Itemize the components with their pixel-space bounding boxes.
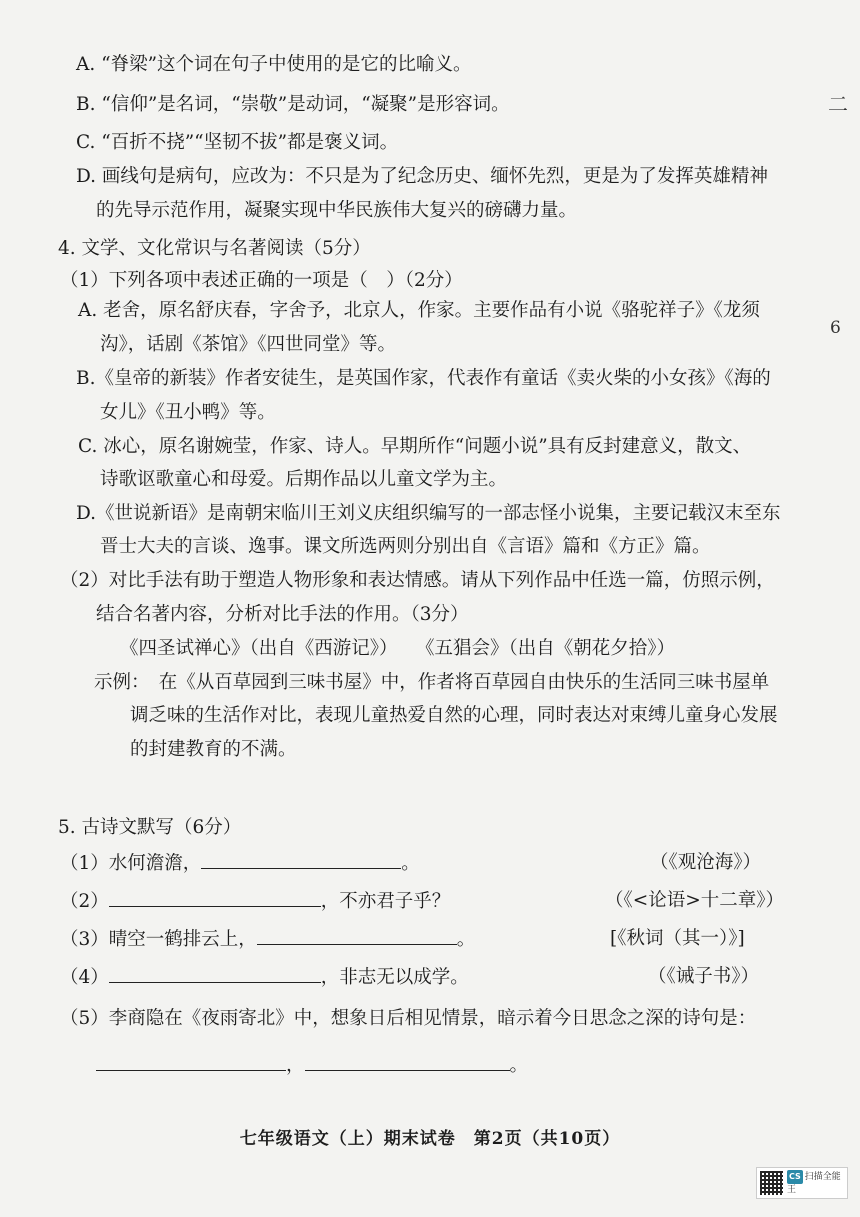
q3-option-c: C. “百折不挠”“坚韧不拔”都是褒义词。: [76, 132, 399, 153]
edge-mark-mid: 6: [830, 318, 841, 338]
q4-option-b-line2: 女儿》《丑小鸭》等。: [100, 402, 276, 423]
q5-line5-blank2[interactable]: [305, 1052, 510, 1071]
q5-line3-source: [《秋词（其一）》]: [610, 928, 745, 949]
q4-option-b-line1: B.《皇帝的新装》作者安徒生，是英国作家，代表作有童话《卖火柴的小女孩》《海的: [76, 368, 771, 389]
q5-title: 5. 古诗文默写（6分）: [58, 817, 242, 838]
q5-line4-blank[interactable]: [109, 964, 321, 983]
q4-title: 4. 文学、文化常识与名著阅读（5分）: [58, 238, 371, 259]
q5-line5-answer: [96, 1052, 528, 1079]
q5-line2: [60, 888, 450, 915]
q3-option-b: B. “信仰”是名词，“崇敬”是动词，“凝聚”是形容词。: [76, 94, 510, 115]
q5-line1: [60, 850, 420, 877]
q5-line1-blank[interactable]: [201, 850, 401, 869]
q5-line3-blank[interactable]: [257, 926, 457, 945]
q4-sub2-line2: 结合名著内容，分析对比手法的作用。（3分）: [96, 604, 469, 625]
edge-mark-top: 二: [828, 92, 848, 116]
q4-option-c-line2: 诗歌讴歌童心和母爱。后期作品以儿童文学为主。: [100, 469, 508, 490]
q5-line4: [60, 964, 469, 991]
q5-line1-suffix: 。: [401, 853, 420, 874]
scanner-badge-text: [787, 1170, 847, 1196]
q4-sub1: （1）下列各项中表述正确的一项是（ ）（2分）: [60, 270, 463, 291]
q4-option-c-line1: C. 冰心，原名谢婉莹，作家、诗人。早期所作“问题小说”具有反封建意义，散文、: [78, 436, 752, 457]
q5-line5-blank1[interactable]: [96, 1052, 286, 1071]
q5-line1-source: （《观沧海》）: [650, 852, 762, 873]
q5-line1-prefix: （1）水何澹澹，: [60, 853, 202, 874]
q4-option-d-line1: D.《世说新语》是南朝宋临川王刘义庆组织编写的一部志怪小说集，主要记载汉末至东: [76, 503, 781, 524]
scanner-title: 扫描全能王: [786, 1172, 841, 1195]
q5-line5-end: 。: [509, 1055, 529, 1076]
q5-line4-prefix: （4）: [60, 967, 109, 988]
q5-line2-blank[interactable]: [109, 888, 321, 907]
scanner-watermark: [756, 1167, 848, 1199]
q4-works: 《四圣试禅心》（出自《西游记》） 《五猖会》（出自《朝花夕拾》）: [120, 638, 676, 659]
cs-logo: CS: [787, 1170, 803, 1184]
q4-example-line2: 调乏味的生活作对比，表现儿童热爱自然的心理，同时表达对束缚儿童身心发展: [130, 705, 778, 726]
q5-line2-source: （《<论语>十二章》）: [605, 890, 785, 911]
q4-example-line3: 的封建教育的不满。: [130, 739, 297, 760]
q5-line5: （5）李商隐在《夜雨寄北》中，想象日后相见情景，暗示着今日思念之深的诗句是：: [60, 1008, 757, 1029]
q4-example-line1: 示例： 在《从百草园到三味书屋》中，作者将百草园自由快乐的生活同三味书屋单: [94, 672, 770, 693]
q5-line3-suffix: 。: [456, 929, 476, 950]
q3-option-a: A. “脊梁”这个词在句子中使用的是它的比喻义。: [76, 54, 472, 75]
q5-line2-prefix: （2）: [60, 891, 109, 912]
q5-line4-suffix: ，非志无以成学。: [320, 967, 469, 988]
q4-option-a-line2: 沟》，话剧《茶馆》《四世同堂》等。: [100, 334, 397, 355]
q4-option-a-line1: A. 老舍，原名舒庆春，字舍予，北京人，作家。主要作品有小说《骆驼祥子》《龙须: [78, 300, 760, 321]
page-footer: 七年级语文（上）期末试卷 第2页（共10页）: [239, 1129, 621, 1149]
q5-line3: [60, 926, 475, 953]
q3-option-d-line1: D. 画线句是病句，应改为：不只是为了纪念历史、缅怀先烈，更是为了发挥英雄精神: [76, 166, 768, 187]
q3-option-d-line2: 的先导示范作用，凝聚实现中华民族伟大复兴的磅礴力量。: [96, 200, 578, 221]
q4-option-d-line2: 晋士大夫的言谈、逸事。课文所选两则分别出自《言语》篇和《方正》篇。: [100, 536, 711, 557]
q5-line3-prefix: （3）晴空一鹤排云上，: [60, 929, 257, 950]
q5-line4-source: （《诫子书》）: [648, 966, 760, 987]
qr-code-icon: [760, 1171, 783, 1195]
q5-line5-separator: ，: [286, 1055, 305, 1076]
q4-sub2-line1: （2）对比手法有助于塑造人物形象和表达情感。请从下列作品中任选一篇，仿照示例，: [60, 570, 775, 591]
q5-line2-suffix: ，不亦君子乎？: [320, 891, 451, 912]
